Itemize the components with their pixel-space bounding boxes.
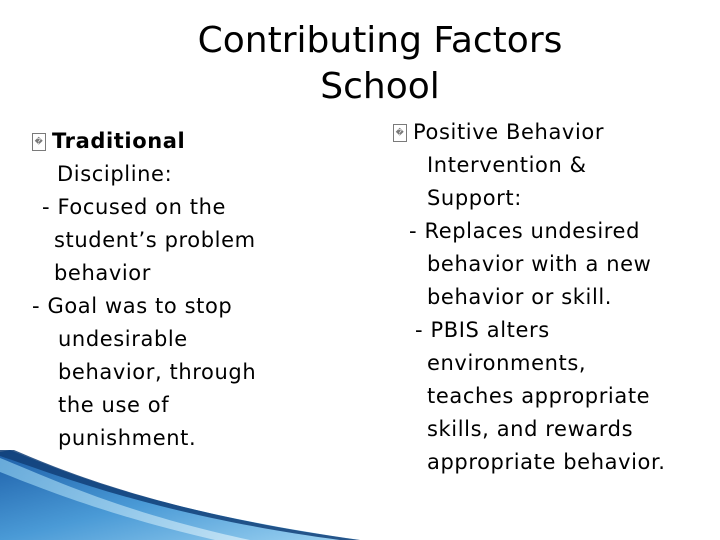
left-subitem-2-line-1: - Goal was to stop (32, 294, 233, 318)
left-subitem-2 (32, 290, 322, 455)
left-subitem-2-line-3: behavior, through (58, 360, 257, 384)
left-column (32, 125, 322, 455)
left-subitem-2-line-4: the use of (58, 393, 170, 417)
bullet-box-icon: � (32, 133, 46, 151)
right-heading (393, 116, 718, 149)
right-column (393, 116, 718, 479)
right-heading-line-2: Intervention & (427, 153, 587, 177)
left-subitem-1-line-1: - Focused on the (42, 195, 227, 219)
right-heading-suffix: : (514, 186, 522, 210)
right-heading-line-3: Support (427, 186, 515, 210)
left-subitem-1 (32, 191, 322, 290)
left-subitem-2-line-2: undesirable (58, 327, 188, 351)
right-heading-continuation (393, 149, 718, 215)
right-subitem-2-line-1: - PBIS alters (415, 318, 550, 342)
left-subitem-1-line-2: student’s problem (54, 228, 256, 252)
right-subitem-1-line-1: - Replaces undesired (409, 219, 641, 243)
decorative-swoosh-graphic (0, 450, 360, 540)
right-subitem-2-line-5: appropriate behavior. (427, 450, 666, 474)
right-subitem-2 (393, 314, 718, 479)
slide-title-line-2: School (320, 66, 440, 107)
left-heading-suffix: : (164, 162, 173, 186)
slide-title-line-1: Contributing Factors (197, 20, 563, 61)
right-subitem-1 (393, 215, 718, 314)
left-subitem-1-line-3: behavior (54, 261, 151, 285)
slide-title (150, 18, 610, 110)
right-heading-line-1: Positive Behavior (413, 120, 605, 144)
bullet-box-icon: � (393, 124, 407, 142)
right-subitem-1-line-3: behavior or skill. (427, 285, 613, 309)
left-heading (32, 125, 322, 158)
right-subitem-2-line-3: teaches appropriate (427, 384, 651, 408)
right-subitem-2-line-4: skills, and rewards (427, 417, 634, 441)
right-subitem-2-line-2: environments, (427, 351, 587, 375)
right-subitem-1-line-2: behavior with a new (427, 252, 652, 276)
left-heading-line-1: Traditional (52, 129, 186, 153)
left-heading-line-2: Discipline (57, 162, 165, 186)
left-heading-continuation (32, 158, 322, 191)
left-subitem-2-line-5: punishment. (58, 426, 197, 450)
